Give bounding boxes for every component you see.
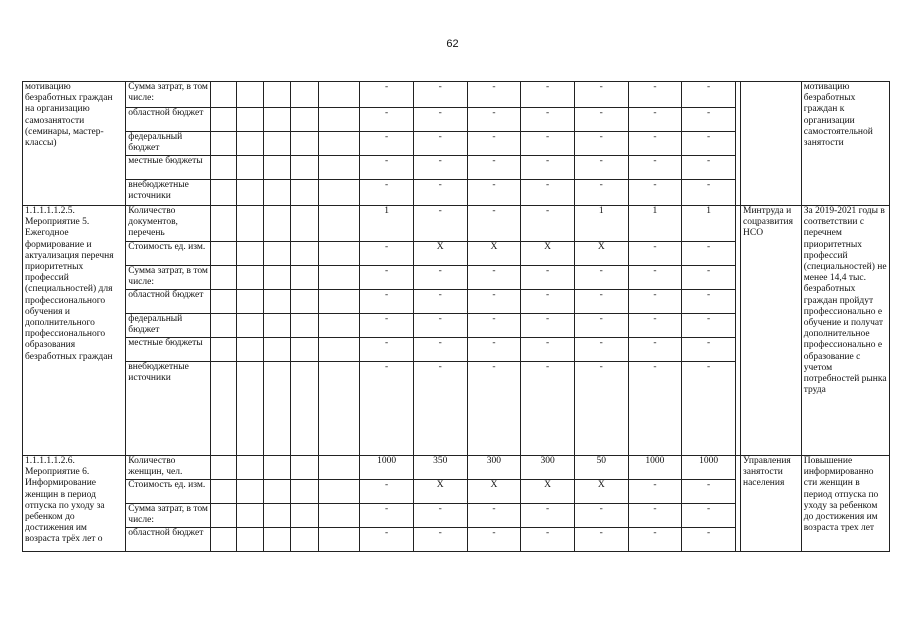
code-cell [211,132,236,156]
code-cell [236,242,263,266]
value-cell: - [574,82,628,108]
value-cell: - [682,528,736,552]
code-cell [291,132,318,156]
indicator-label-cell: областной бюджет [126,528,211,552]
value-cell: - [467,206,521,242]
value-cell: - [628,362,682,456]
code-cell [211,266,236,290]
value-cell: X [574,242,628,266]
code-cell [211,456,236,480]
value-cell: - [628,242,682,266]
value-cell: - [360,180,414,206]
activity-name-cell: 1.1.1.1.1.2.6. Мероприятие 6. Информирование женщин в период отпуска по уходу за ребенком до достижения им возраста трёх лет о [23,456,126,552]
code-cell [264,290,291,314]
value-cell: - [628,108,682,132]
value-cell: - [521,108,575,132]
value-cell: - [521,290,575,314]
code-cell [264,338,291,362]
value-cell: - [360,362,414,456]
value-cell: - [360,290,414,314]
value-cell: 350 [413,456,467,480]
value-cell: - [682,180,736,206]
code-cell [236,314,263,338]
value-cell: - [413,180,467,206]
code-cell [291,338,318,362]
code-cell [236,338,263,362]
value-cell: - [413,266,467,290]
code-cell [291,180,318,206]
code-cell [264,108,291,132]
value-cell: - [628,156,682,180]
value-cell: - [574,156,628,180]
code-cell [318,266,360,290]
value-cell: X [467,242,521,266]
executor-cell: Минтруда и соцразвития НСО [741,206,802,456]
code-cell [264,528,291,552]
code-cell [264,132,291,156]
code-cell [291,82,318,108]
value-cell: - [467,266,521,290]
value-cell: - [521,504,575,528]
value-cell: 1 [360,206,414,242]
code-cell [318,82,360,108]
code-cell [291,108,318,132]
code-cell [264,362,291,456]
code-cell [236,206,263,242]
value-cell: - [360,266,414,290]
code-cell [211,362,236,456]
value-cell: 1000 [360,456,414,480]
value-cell: - [682,82,736,108]
value-cell: - [574,338,628,362]
value-cell: - [521,338,575,362]
indicator-label-cell: Стоимость ед. изм. [126,242,211,266]
value-cell: - [521,362,575,456]
value-cell: - [682,362,736,456]
indicator-label-cell: федеральный бюджет [126,314,211,338]
table-row [23,456,890,480]
code-cell [318,480,360,504]
value-cell: - [360,480,414,504]
code-cell [236,456,263,480]
value-cell: 50 [574,456,628,480]
value-cell: - [521,180,575,206]
value-cell: - [521,132,575,156]
value-cell: - [574,132,628,156]
code-cell [236,180,263,206]
value-cell: - [574,314,628,338]
value-cell: - [413,362,467,456]
indicator-label-cell: областной бюджет [126,290,211,314]
value-cell: - [574,290,628,314]
value-cell: - [682,290,736,314]
value-cell: 300 [467,456,521,480]
value-cell: - [360,314,414,338]
result-cell: Повышение информированно сти женщин в период отпуска по уходу за ребенком до достижения им возраста трех лет [801,456,889,552]
code-cell [264,314,291,338]
table-row [23,82,890,108]
value-cell: X [574,480,628,504]
table-row [23,206,890,242]
page-number: 62 [446,38,459,50]
value-cell: - [682,108,736,132]
code-cell [318,504,360,528]
code-cell [236,108,263,132]
result-cell: За 2019-2021 годы в соответствии с перечнем приоритетных профессий (специальностей) не менее 14,4 тыс. безработных граждан пройдут профессионально е обучение и получат дополнительное профессионально е образование с учетом потребностей рынка труда [801,206,889,456]
value-cell: - [467,156,521,180]
code-cell [236,290,263,314]
value-cell: - [628,290,682,314]
value-cell: - [628,480,682,504]
code-cell [318,206,360,242]
value-cell: - [682,132,736,156]
value-cell: - [574,528,628,552]
code-cell [318,456,360,480]
code-cell [291,290,318,314]
code-cell [264,456,291,480]
code-cell [318,132,360,156]
indicator-label-cell: местные бюджеты [126,156,211,180]
value-cell: - [413,132,467,156]
code-cell [291,480,318,504]
code-cell [211,156,236,180]
value-cell: - [682,266,736,290]
code-cell [318,290,360,314]
value-cell: 1 [682,206,736,242]
value-cell: - [628,82,682,108]
code-cell [236,480,263,504]
value-cell: - [360,242,414,266]
value-cell: X [521,242,575,266]
value-cell: - [467,314,521,338]
value-cell: - [413,108,467,132]
value-cell: - [413,504,467,528]
value-cell: - [521,156,575,180]
value-cell: 1000 [628,456,682,480]
value-cell: X [413,480,467,504]
code-cell [291,456,318,480]
value-cell: - [467,108,521,132]
indicator-label-cell: внебюджетные источники [126,180,211,206]
code-cell [318,180,360,206]
program-table [22,81,890,552]
code-cell [264,242,291,266]
value-cell: 1 [574,206,628,242]
code-cell [236,528,263,552]
value-cell: X [467,480,521,504]
code-cell [291,504,318,528]
code-cell [318,338,360,362]
value-cell: - [628,504,682,528]
value-cell: X [413,242,467,266]
code-cell [318,362,360,456]
value-cell: - [682,156,736,180]
code-cell [236,504,263,528]
value-cell: - [574,180,628,206]
indicator-label-cell: областной бюджет [126,108,211,132]
code-cell [211,242,236,266]
value-cell: - [521,206,575,242]
value-cell: - [413,528,467,552]
value-cell: - [628,338,682,362]
code-cell [211,82,236,108]
value-cell: - [574,266,628,290]
value-cell: - [467,504,521,528]
value-cell: - [360,504,414,528]
value-cell: 300 [521,456,575,480]
activity-name-cell: мотивацию безработных граждан на организацию самозанятости (семинары, мастер-классы) [23,82,126,206]
value-cell: 1 [628,206,682,242]
value-cell: - [360,338,414,362]
code-cell [236,82,263,108]
code-cell [211,290,236,314]
value-cell: - [360,82,414,108]
indicator-label-cell: федеральный бюджет [126,132,211,156]
indicator-label-cell: Сумма затрат, в том числе: [126,504,211,528]
value-cell: - [628,132,682,156]
value-cell: - [360,156,414,180]
indicator-label-cell: Сумма затрат, в том числе: [126,266,211,290]
code-cell [211,206,236,242]
code-cell [291,528,318,552]
code-cell [236,362,263,456]
code-cell [291,242,318,266]
code-cell [264,82,291,108]
value-cell: - [682,338,736,362]
indicator-label-cell: Количество женщин, чел. [126,456,211,480]
code-cell [236,156,263,180]
value-cell: - [682,504,736,528]
value-cell: - [682,480,736,504]
code-cell [318,242,360,266]
code-cell [291,266,318,290]
code-cell [291,314,318,338]
value-cell: - [628,180,682,206]
value-cell: - [574,362,628,456]
value-cell: - [360,108,414,132]
value-cell: - [682,242,736,266]
value-cell: - [413,82,467,108]
executor-cell: Управления занятости населения [741,456,802,552]
value-cell: - [628,528,682,552]
result-cell: мотивацию безработных граждан к организации самостоятельной занятости [801,82,889,206]
value-cell: - [413,290,467,314]
value-cell: - [682,314,736,338]
value-cell: - [467,362,521,456]
code-cell [211,314,236,338]
value-cell: - [628,266,682,290]
value-cell: - [521,266,575,290]
executor-cell [741,82,802,206]
code-cell [264,206,291,242]
indicator-label-cell: Стоимость ед. изм. [126,480,211,504]
indicator-label-cell: Количество документов, перечень [126,206,211,242]
value-cell: - [467,82,521,108]
value-cell: - [467,132,521,156]
code-cell [291,206,318,242]
code-cell [318,108,360,132]
code-cell [264,504,291,528]
code-cell [264,156,291,180]
value-cell: - [413,206,467,242]
value-cell: - [413,338,467,362]
value-cell: - [413,314,467,338]
indicator-label-cell: местные бюджеты [126,338,211,362]
code-cell [264,480,291,504]
code-cell [318,156,360,180]
value-cell: - [521,528,575,552]
code-cell [211,480,236,504]
activity-name-cell: 1.1.1.1.1.2.5. Мероприятие 5. Ежегодное формирование и актуализация перечня приоритетных профессий (специальностей) для профессионального обучения и дополнительного профессионального образования безработных граждан [23,206,126,456]
code-cell [291,156,318,180]
value-cell: - [574,504,628,528]
code-cell [264,266,291,290]
code-cell [211,180,236,206]
value-cell: - [521,82,575,108]
indicator-label-cell: внебюджетные источники [126,362,211,456]
value-cell: - [521,314,575,338]
code-cell [211,108,236,132]
value-cell: - [628,314,682,338]
code-cell [211,528,236,552]
value-cell: - [467,180,521,206]
value-cell: - [467,528,521,552]
code-cell [318,314,360,338]
code-cell [264,180,291,206]
code-cell [236,266,263,290]
value-cell: - [467,290,521,314]
code-cell [236,132,263,156]
code-cell [318,528,360,552]
indicator-label-cell: Сумма затрат, в том числе: [126,82,211,108]
code-cell [211,504,236,528]
value-cell: - [413,156,467,180]
code-cell [291,362,318,456]
code-cell [211,338,236,362]
value-cell: X [521,480,575,504]
value-cell: - [467,338,521,362]
value-cell: - [574,108,628,132]
value-cell: 1000 [682,456,736,480]
value-cell: - [360,528,414,552]
value-cell: - [360,132,414,156]
